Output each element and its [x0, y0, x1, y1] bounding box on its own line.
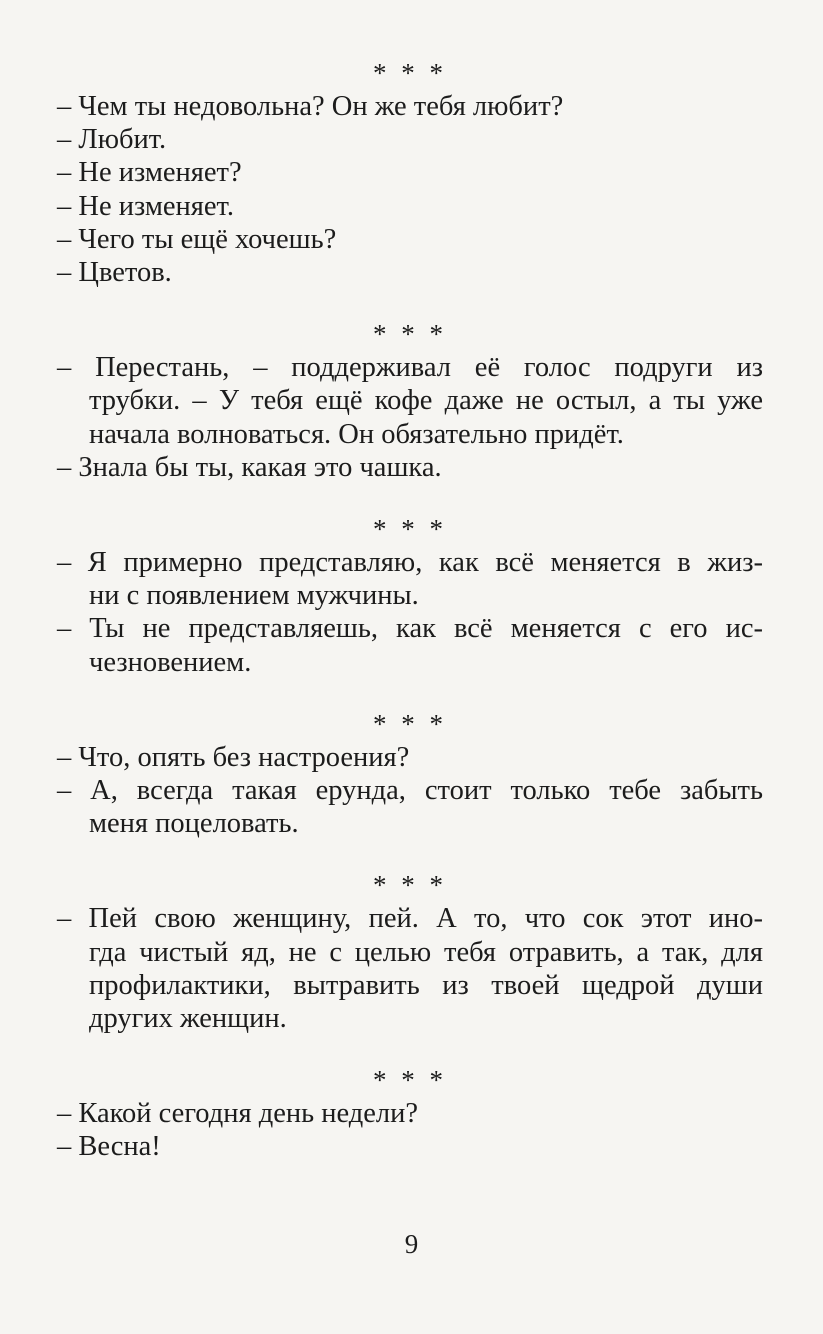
- dialogue-section: [57, 90, 763, 289]
- text-line: – Весна!: [57, 1131, 161, 1163]
- section-separator: * * *: [373, 708, 447, 739]
- text-line: – Цветов.: [57, 257, 172, 289]
- text-line: трубки. – У тебя ещё кофе даже не остыл, а ты уже: [89, 385, 763, 417]
- text-line: – А, всегда такая ерунда, стоит только тебе забыть: [57, 775, 763, 807]
- text-line: – Любит.: [57, 124, 167, 156]
- dialogue-section: [57, 1097, 763, 1163]
- text-line: – Не изменяет.: [57, 190, 234, 222]
- text-line: других женщин.: [89, 1003, 287, 1035]
- text-line: профилактики, вытравить из твоей щедрой души: [89, 969, 763, 1001]
- text-line: начала волноваться. Он обязательно придёт.: [89, 418, 624, 450]
- dialogue-section: [57, 351, 763, 484]
- text-line: – Чем ты недовольна? Он же тебя любит?: [57, 91, 564, 122]
- section-separator: * * *: [373, 514, 447, 545]
- text-line: меня поцеловать.: [89, 808, 299, 840]
- page-number: 9: [404, 1229, 419, 1259]
- section-separator: * * *: [373, 1065, 447, 1096]
- text-line: – Я примерно представляю, как всё меняется в жиз-: [57, 547, 763, 579]
- text-line: – Что, опять без настроения?: [57, 741, 410, 773]
- text-line: – Перестань, – поддерживал её голос подруги из: [57, 352, 763, 384]
- dialogue-section: [57, 741, 763, 841]
- section-separator: * * *: [373, 58, 447, 88]
- section-separator: * * *: [373, 319, 447, 350]
- text-line: – Ты не представляешь, как всё меняется с его ис-: [57, 613, 763, 645]
- text-line: – Чего ты ещё хочешь?: [57, 223, 337, 255]
- text-line: – Не изменяет?: [57, 157, 242, 189]
- text-line: – Какой сегодня день недели?: [57, 1098, 419, 1130]
- text-line: гда чистый яд, не с целью тебя отравить, а так, для: [89, 936, 763, 968]
- text-line: – Знала бы ты, какая это чашка.: [57, 451, 442, 483]
- dialogue-section: [57, 546, 763, 679]
- text-line: – Пей свою женщину, пей. А то, что сок этот ино-: [57, 903, 763, 935]
- text-line: чезновением.: [89, 646, 252, 678]
- book-page: [57, 56, 763, 1164]
- text-line: ни с появлением мужчины.: [89, 580, 419, 612]
- section-separator: * * *: [373, 870, 447, 901]
- dialogue-section: [57, 902, 763, 1035]
